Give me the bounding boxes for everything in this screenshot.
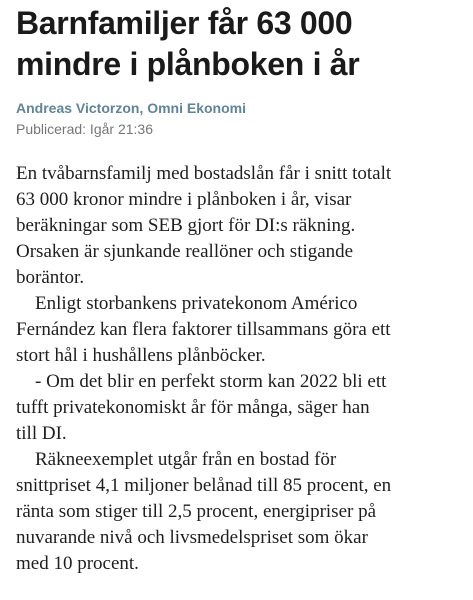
article-body [16,161,457,577]
publish-timestamp: Publicerad: Igår 21:36 [16,121,153,137]
body-paragraph-2 [16,291,457,369]
body-paragraph-1 [16,161,457,291]
headline-line: Barnfamiljer får 63 000 [16,5,353,41]
body-line: Räkneexemplet utgår från en bostad för [35,449,337,470]
body-line: Enligt storbankens privatekonom Américo [35,293,358,314]
body-line: En tvåbarnsfamilj med bostadslån får i snitt totalt [16,163,392,184]
body-line: boräntor. [16,267,85,288]
body-line: stort hål i hushållens plånböcker. [16,345,266,366]
body-line: till DI. [16,423,67,444]
body-line: Fernández kan flera faktorer tillsammans göra ett [16,319,391,340]
body-line: nuvarande nivå och livsmedelspriset som ökar [16,527,368,548]
article-headline [16,3,457,85]
body-line: med 10 procent. [16,553,139,574]
body-paragraph-3 [16,369,457,447]
body-line: - Om det blir en perfekt storm kan 2022 bli ett [35,371,387,392]
body-line: Orsaken är sjunkande reallöner och stigande [16,241,354,262]
headline-line: mindre i plånboken i år [16,46,360,82]
body-line: beräkningar som SEB gjort för DI:s räkning. [16,215,356,236]
body-line: tufft privatekonomiskt år för många, säger han [16,397,370,418]
article-byline[interactable]: Andreas Victorzon, Omni Ekonomi [16,100,247,116]
body-line: 63 000 kronor mindre i plånboken i år, visar [16,189,352,210]
body-line: snittpriset 4,1 miljoner belånad till 85 procent, en [16,475,392,496]
body-line: ränta som stiger till 2,5 procent, energipriser på [16,501,377,522]
body-paragraph-4 [16,447,457,577]
